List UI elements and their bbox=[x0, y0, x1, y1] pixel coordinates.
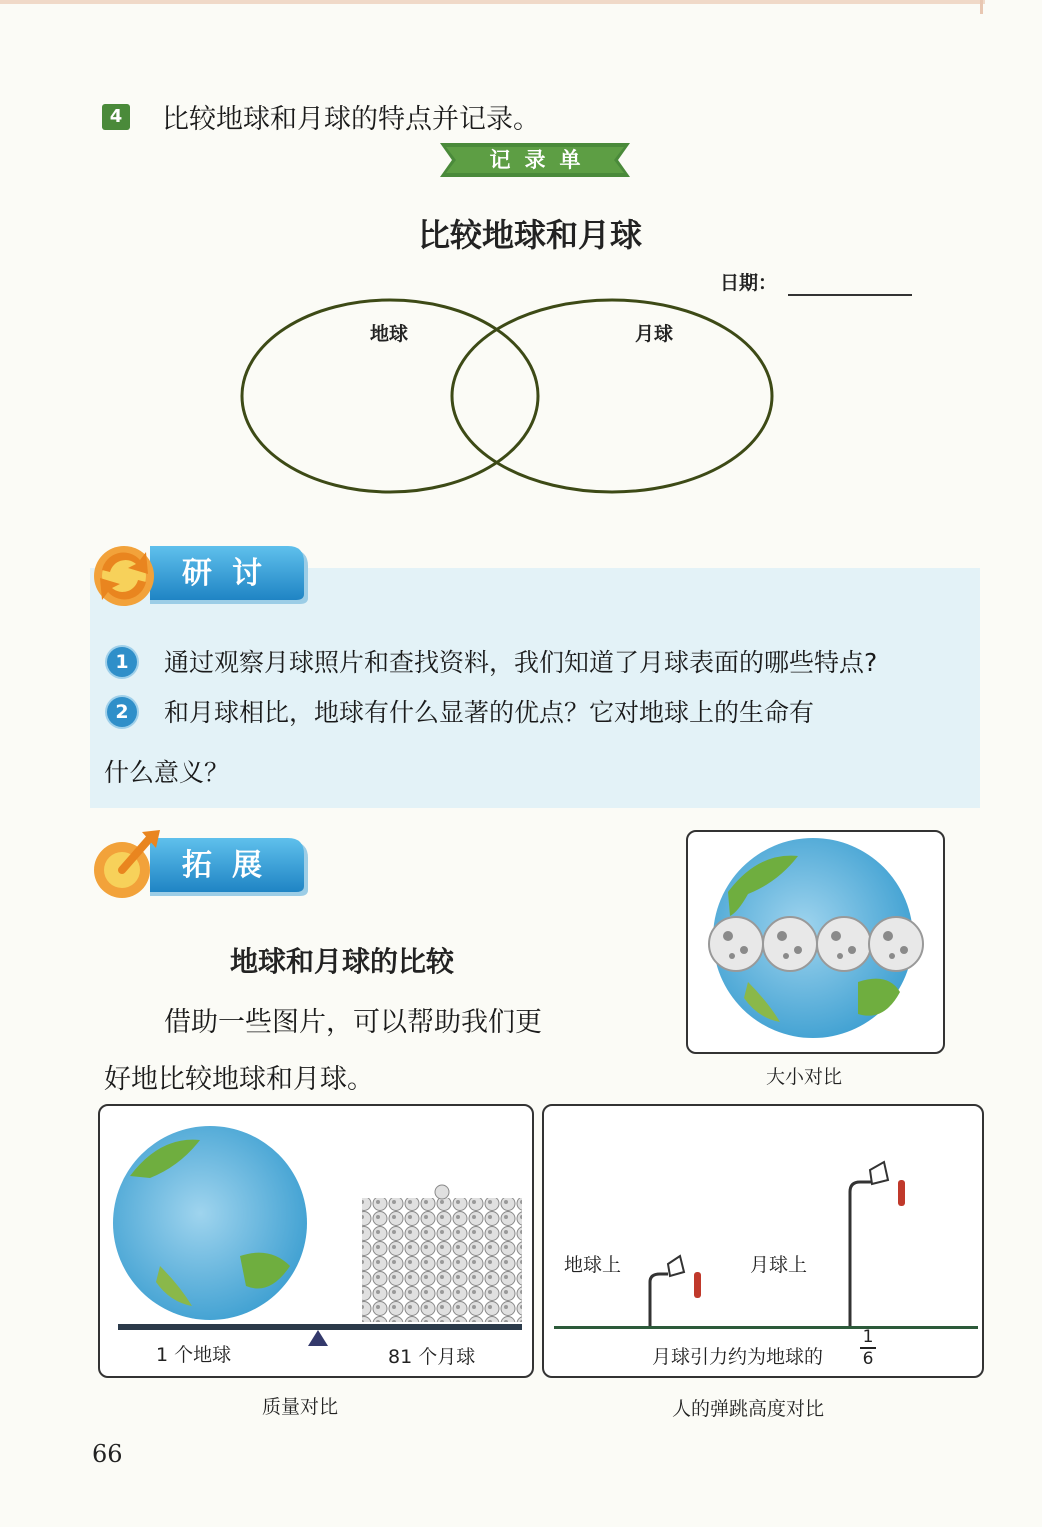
balance-fulcrum bbox=[308, 1330, 328, 1346]
page-number: 66 bbox=[92, 1440, 123, 1468]
question-number-badge: 2 bbox=[107, 697, 137, 727]
fraction-numerator: 1 bbox=[862, 1327, 874, 1347]
question-1-text: 通过观察月球照片和查找资料，我们知道了月球表面的哪些特点? bbox=[164, 648, 878, 677]
moon-hoop bbox=[850, 1162, 888, 1326]
mass-comparison-panel bbox=[98, 1104, 534, 1378]
record-sheet-title: 比较地球和月球 bbox=[417, 216, 642, 254]
question-number-badge: 1 bbox=[107, 647, 137, 677]
jump-moon-label: 月球上 bbox=[750, 1254, 808, 1276]
discussion-heading: 研讨 bbox=[182, 556, 282, 591]
earth-with-moons-illustration bbox=[688, 832, 943, 1052]
fraction-denominator: 6 bbox=[862, 1349, 874, 1369]
mass-comparison-caption: 质量对比 bbox=[262, 1396, 339, 1418]
moon-stack bbox=[362, 1198, 522, 1322]
gravity-fraction bbox=[860, 1328, 876, 1368]
jump-comparison-panel bbox=[542, 1104, 984, 1378]
date-label: 日期： bbox=[720, 272, 778, 294]
step-instruction: 比较地球和月球的特点并记录。 bbox=[162, 104, 540, 135]
earth-jumper bbox=[694, 1272, 701, 1298]
question-2-text-line1: 和月球相比，地球有什么显著的优点？它对地球上的生命有 bbox=[164, 698, 815, 727]
extension-paragraph-line2: 好地比较地球和月球。 bbox=[104, 1064, 374, 1095]
top-border bbox=[0, 0, 985, 4]
gravity-ratio-text: 月球引力约为地球的 bbox=[652, 1346, 824, 1368]
moon-jumper bbox=[898, 1180, 905, 1206]
question-2-text-line2: 什么意义？ bbox=[104, 758, 230, 787]
extension-paragraph-line1: 借助一些图片，可以帮助我们更 bbox=[164, 1007, 542, 1038]
mass-balance-illustration bbox=[100, 1106, 532, 1376]
jump-earth-label: 地球上 bbox=[564, 1254, 622, 1276]
venn-earth-label: 地球 bbox=[370, 323, 409, 345]
earth-on-scale bbox=[113, 1126, 307, 1320]
record-banner-text: 记录单 bbox=[489, 148, 595, 172]
size-comparison-panel bbox=[686, 830, 945, 1054]
jump-comparison-caption: 人的弹跳高度对比 bbox=[672, 1398, 825, 1420]
extension-title: 地球和月球的比较 bbox=[230, 945, 455, 978]
jump-height-illustration bbox=[544, 1106, 982, 1376]
earth-mass-label: 1 个地球 bbox=[156, 1344, 232, 1366]
step-number-badge: 4 bbox=[102, 104, 130, 130]
size-comparison-caption: 大小对比 bbox=[766, 1066, 843, 1088]
balance-beam bbox=[118, 1324, 522, 1330]
venn-diagram bbox=[230, 290, 830, 510]
venn-moon-label: 月球 bbox=[635, 323, 674, 345]
ground-line bbox=[554, 1326, 978, 1329]
earth-hoop bbox=[650, 1256, 684, 1326]
venn-moon-ellipse bbox=[452, 300, 772, 492]
moon-mass-label: 81 个月球 bbox=[388, 1346, 476, 1368]
top-border-corner bbox=[980, 0, 983, 14]
extension-heading: 拓展 bbox=[182, 848, 282, 883]
